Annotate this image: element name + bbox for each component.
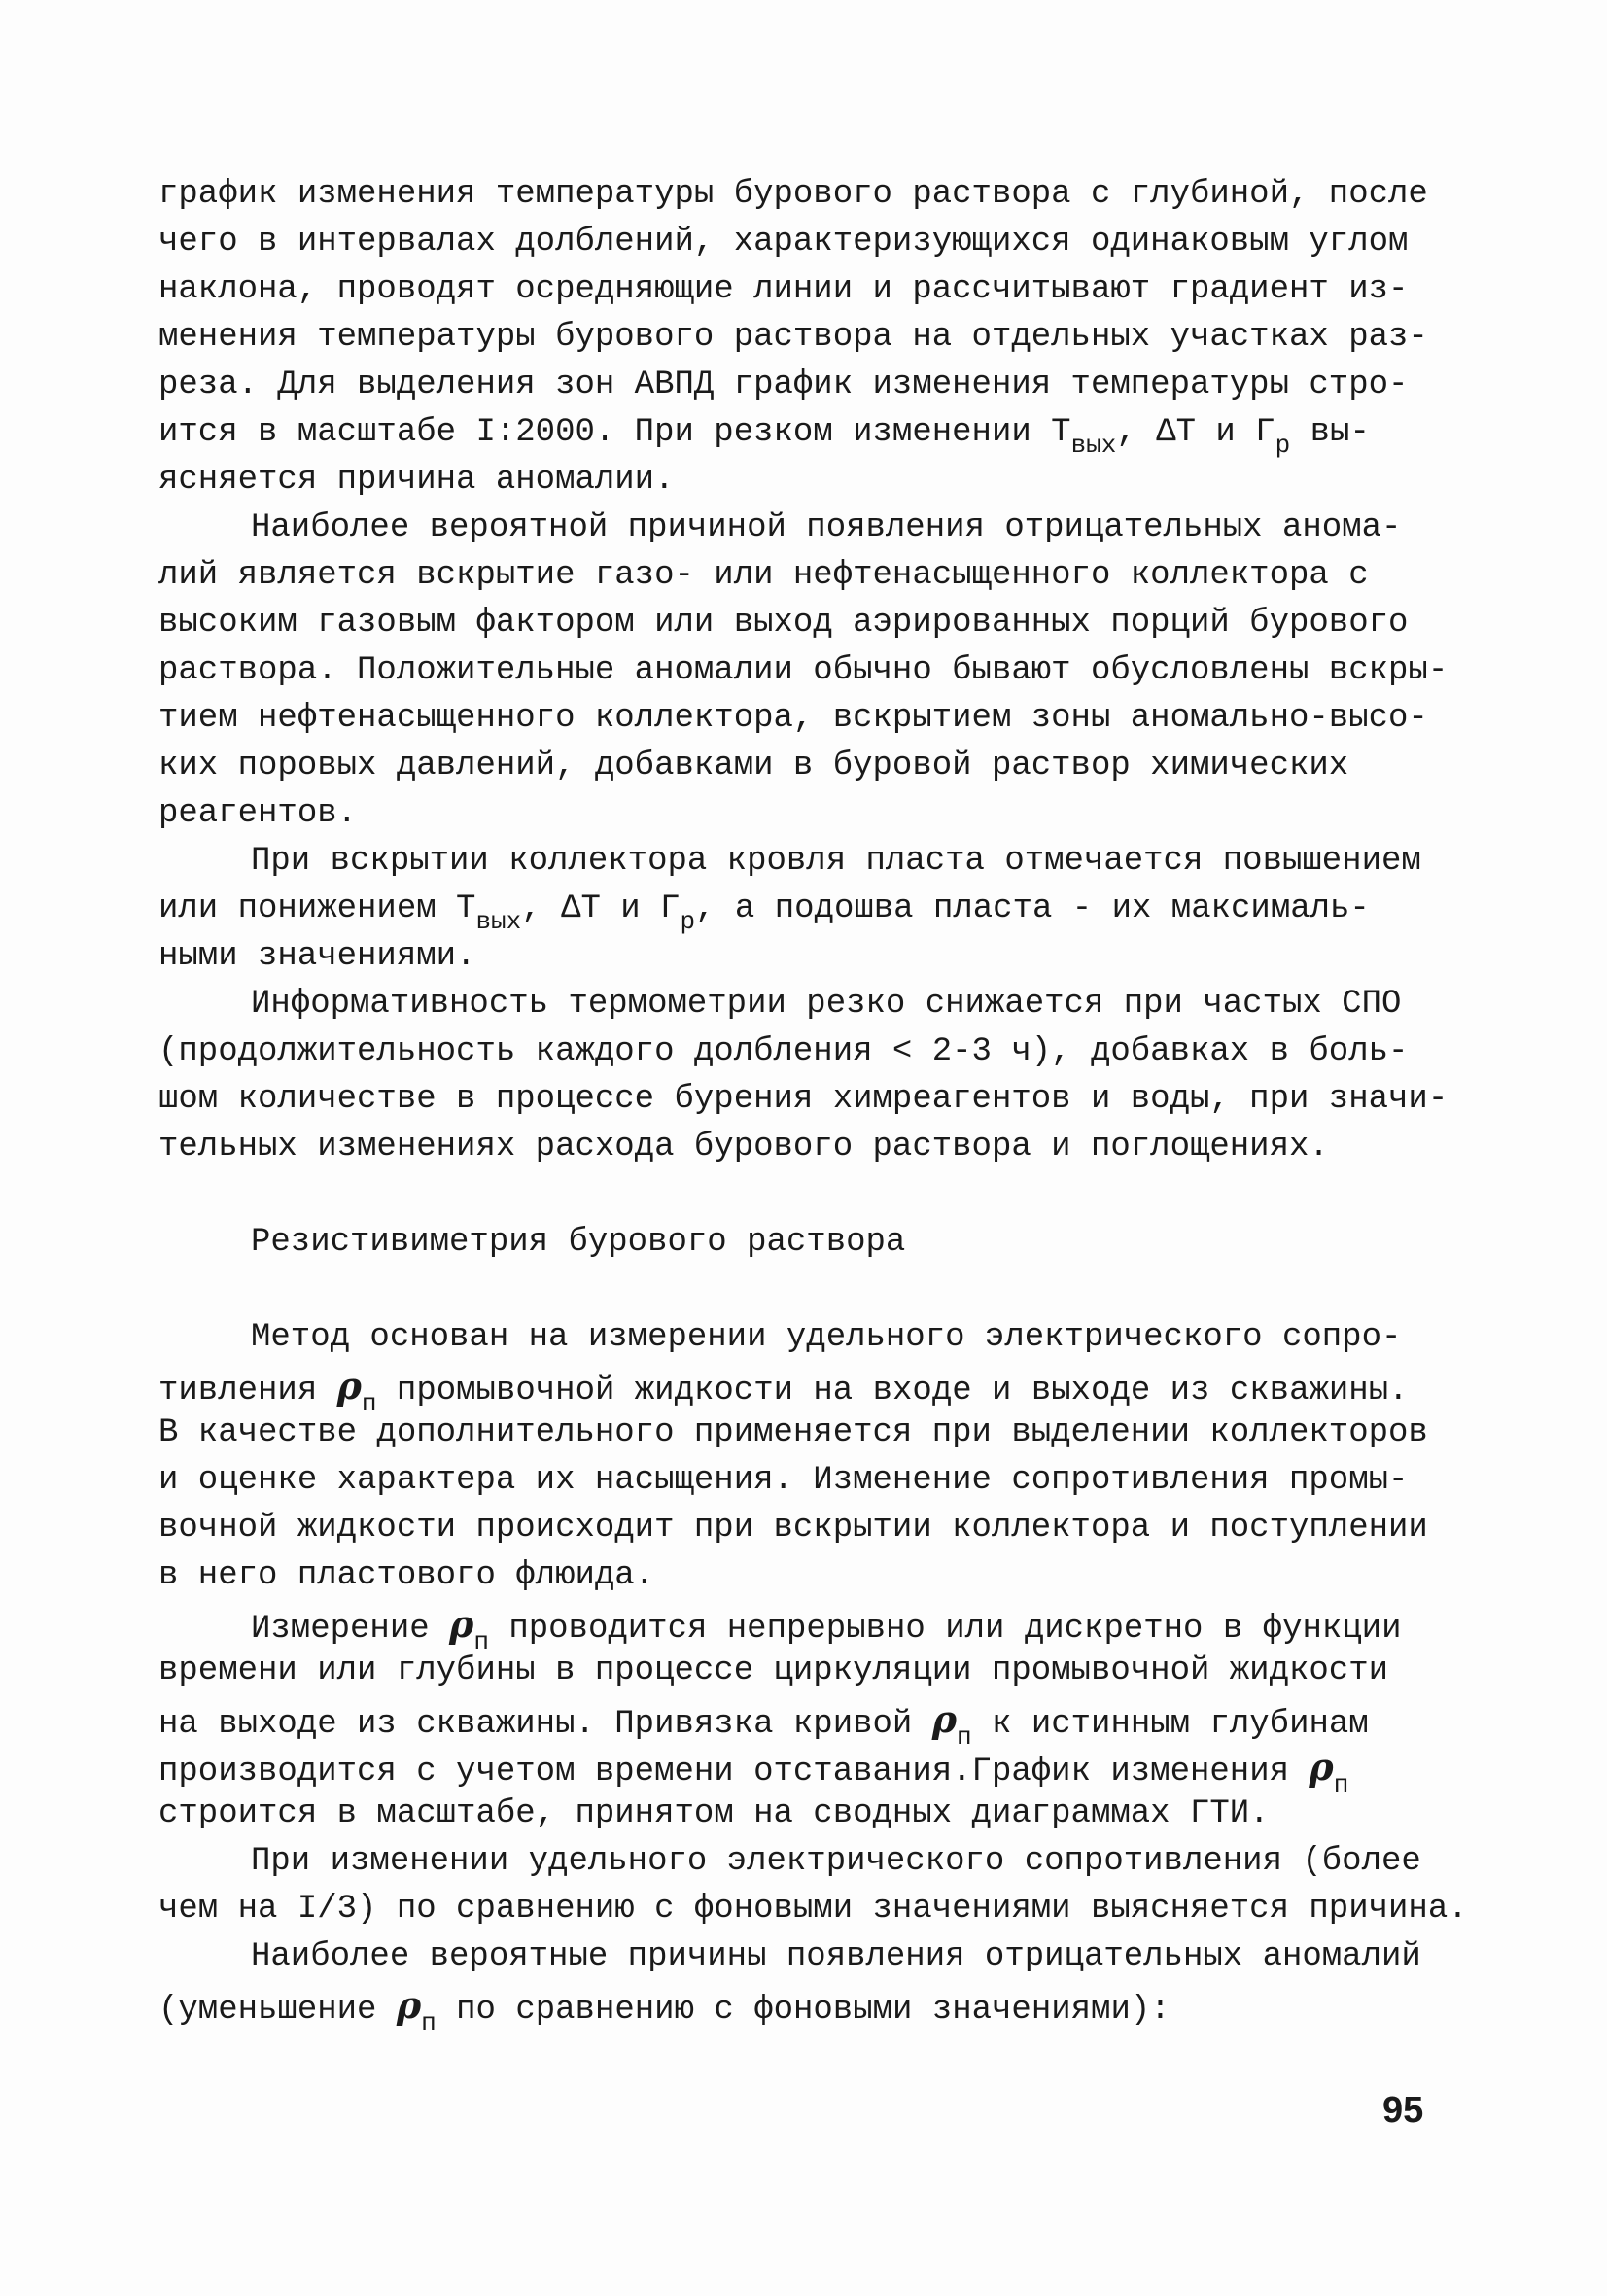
p6-line-4 <box>158 1743 1442 1799</box>
p5-line-4: и оценке характера их насыщения. Изменение сопротивления промы- <box>158 1462 1409 1499</box>
p1-line-6-text-b: , <box>1116 414 1157 451</box>
p3-line-1: При вскрытии коллектора кровля пласта отмечается повышением <box>251 843 1421 880</box>
delta-t-symbol: ΔT <box>1156 414 1196 451</box>
p6-line-3-text-b: к истинным глубинам <box>971 1706 1369 1743</box>
rho-symbol: ρ <box>1309 1745 1334 1789</box>
spacer <box>158 1267 1442 1314</box>
p6-line-3 <box>158 1695 1442 1752</box>
p1-line-1: график изменения температуры бурового раствора с глубиной, после <box>158 176 1428 213</box>
subscript-vyh: вых <box>475 907 522 936</box>
p2-line-6: ких поровых давлений, добавками в буровой раствор химических <box>158 748 1349 784</box>
p1-line-3: наклона, проводят осредняющие линии и рассчитывают градиент из- <box>158 271 1409 308</box>
p6-line-3-text-a: на выходе из скважины. Привязка кривой <box>158 1706 932 1743</box>
p8-line-2 <box>158 1981 1442 2037</box>
delta-t-symbol: ΔT <box>561 890 601 927</box>
rho-symbol: ρ <box>931 1697 958 1741</box>
p3-line-2-text-d: , а подошва пласта - их максималь- <box>695 890 1370 927</box>
rho-symbol: ρ <box>396 1983 422 2027</box>
p2-line-5: тием нефтенасыщенного коллектора, вскрытием зоны аномально-высо- <box>158 700 1428 737</box>
subscript-r: р <box>1275 431 1291 460</box>
p2-line-1: Наиболее вероятной причиной появления отрицательных анома- <box>251 509 1402 546</box>
p1-line-6 <box>158 409 1442 460</box>
p6-line-4-text-a: производится с учетом времени отставания. <box>158 1754 972 1791</box>
p6-line-4-text-b: График изменения <box>971 1754 1310 1791</box>
p4-line-4: тельных изменениях расхода бурового раствора и поглощениях. <box>158 1129 1329 1165</box>
p1-line-6-text-c: и Г <box>1196 414 1275 451</box>
p6-line-1 <box>158 1600 1442 1656</box>
p8-line-1: Наиболее вероятные причины появления отрицательных аномалий <box>251 1938 1421 1975</box>
page-number: 95 <box>1382 2090 1424 2131</box>
p3-line-2-text-a: или понижением Т <box>158 890 476 927</box>
p1-line-4: менения температуры бурового раствора на отдельных участках раз- <box>158 319 1428 356</box>
p3-line-2-text-b: , <box>521 890 562 927</box>
p1-line-6-text-d: вы- <box>1290 414 1370 451</box>
p2-line-2: лий является вскрытие газо- или нефтенасыщенного коллектора с <box>158 557 1369 594</box>
subscript-p: п <box>473 1627 489 1656</box>
p7-line-1: При изменении удельного электрического сопротивления (более <box>251 1843 1421 1880</box>
p5-line-2-text-a: тивления <box>158 1373 337 1409</box>
p3-line-3: ными значениями. <box>158 938 476 975</box>
p6-line-1-text-b: проводится непрерывно или дискретно в функции <box>488 1611 1402 1648</box>
p8-line-2-text-b: по сравнению с фоновыми значениями): <box>436 1992 1170 2029</box>
p1-line-5: реза. Для выделения зон АВПД график изменения температуры стро- <box>158 366 1409 403</box>
p2-line-3: высоким газовым фактором или выход аэрированных порций бурового <box>158 605 1409 642</box>
p2-line-4: раствора. Положительные аномалии обычно бывают обусловлены вскры- <box>158 652 1449 689</box>
p6-line-1-text-a: Измерение <box>251 1611 450 1648</box>
p6-line-5: строится в масштабе, принятом на сводных диаграммах ГТИ. <box>158 1795 1270 1832</box>
p5-line-5: вочной жидкости происходит при вскрытии коллектора и поступлении <box>158 1510 1428 1547</box>
subscript-p: п <box>1333 1770 1349 1799</box>
p6-line-2: времени или глубины в процессе циркуляции промывочной жидкости <box>158 1652 1389 1689</box>
body-text <box>158 171 1468 2037</box>
section-heading: Резистивиметрия бурового раствора <box>251 1224 906 1261</box>
rho-symbol: ρ <box>449 1602 474 1646</box>
p4-line-2: (продолжительность каждого долбления < 2-3 ч), добавках в боль- <box>158 1033 1409 1070</box>
p5-line-2-text-b: промывочной жидкости на входе и выходе из скважины. <box>376 1373 1409 1409</box>
subscript-p: п <box>957 1722 972 1752</box>
subscript-p: п <box>361 1389 377 1418</box>
p2-line-7: реагентов. <box>158 795 358 832</box>
subscript-vyh: вых <box>1070 431 1117 460</box>
p4-line-1: Информативность термометрии резко снижается при частых СПО <box>251 986 1402 1023</box>
p1-line-2: чего в интервалах долблений, характеризующихся одинаковым углом <box>158 224 1409 261</box>
p3-line-2 <box>158 886 1442 936</box>
subscript-r: р <box>680 907 696 936</box>
p5-line-3: В качестве дополнительного применяется при выделении коллекторов <box>158 1414 1428 1451</box>
rho-symbol: ρ <box>336 1364 362 1408</box>
p5-line-6: в него пластового флюида. <box>158 1557 655 1594</box>
subscript-p: п <box>421 2008 437 2037</box>
p5-line-2 <box>158 1362 1442 1418</box>
p5-line-1: Метод основан на измерении удельного электрического сопро- <box>251 1319 1402 1356</box>
p4-line-3: шом количестве в процессе бурения химреагентов и воды, при значи- <box>158 1081 1449 1118</box>
spacer <box>158 1171 1442 1219</box>
p8-line-2-text-a: (уменьшение <box>158 1992 397 2029</box>
p3-line-2-text-c: и Г <box>600 890 681 927</box>
p1-line-6-text-a: ится в масштабе I:2000. При резком изменении Т <box>158 414 1071 451</box>
p7-line-2: чем на I/3) по сравнению с фоновыми значениями выясняется причина. <box>158 1891 1468 1928</box>
p1-line-7: ясняется причина аномалии. <box>158 462 675 499</box>
